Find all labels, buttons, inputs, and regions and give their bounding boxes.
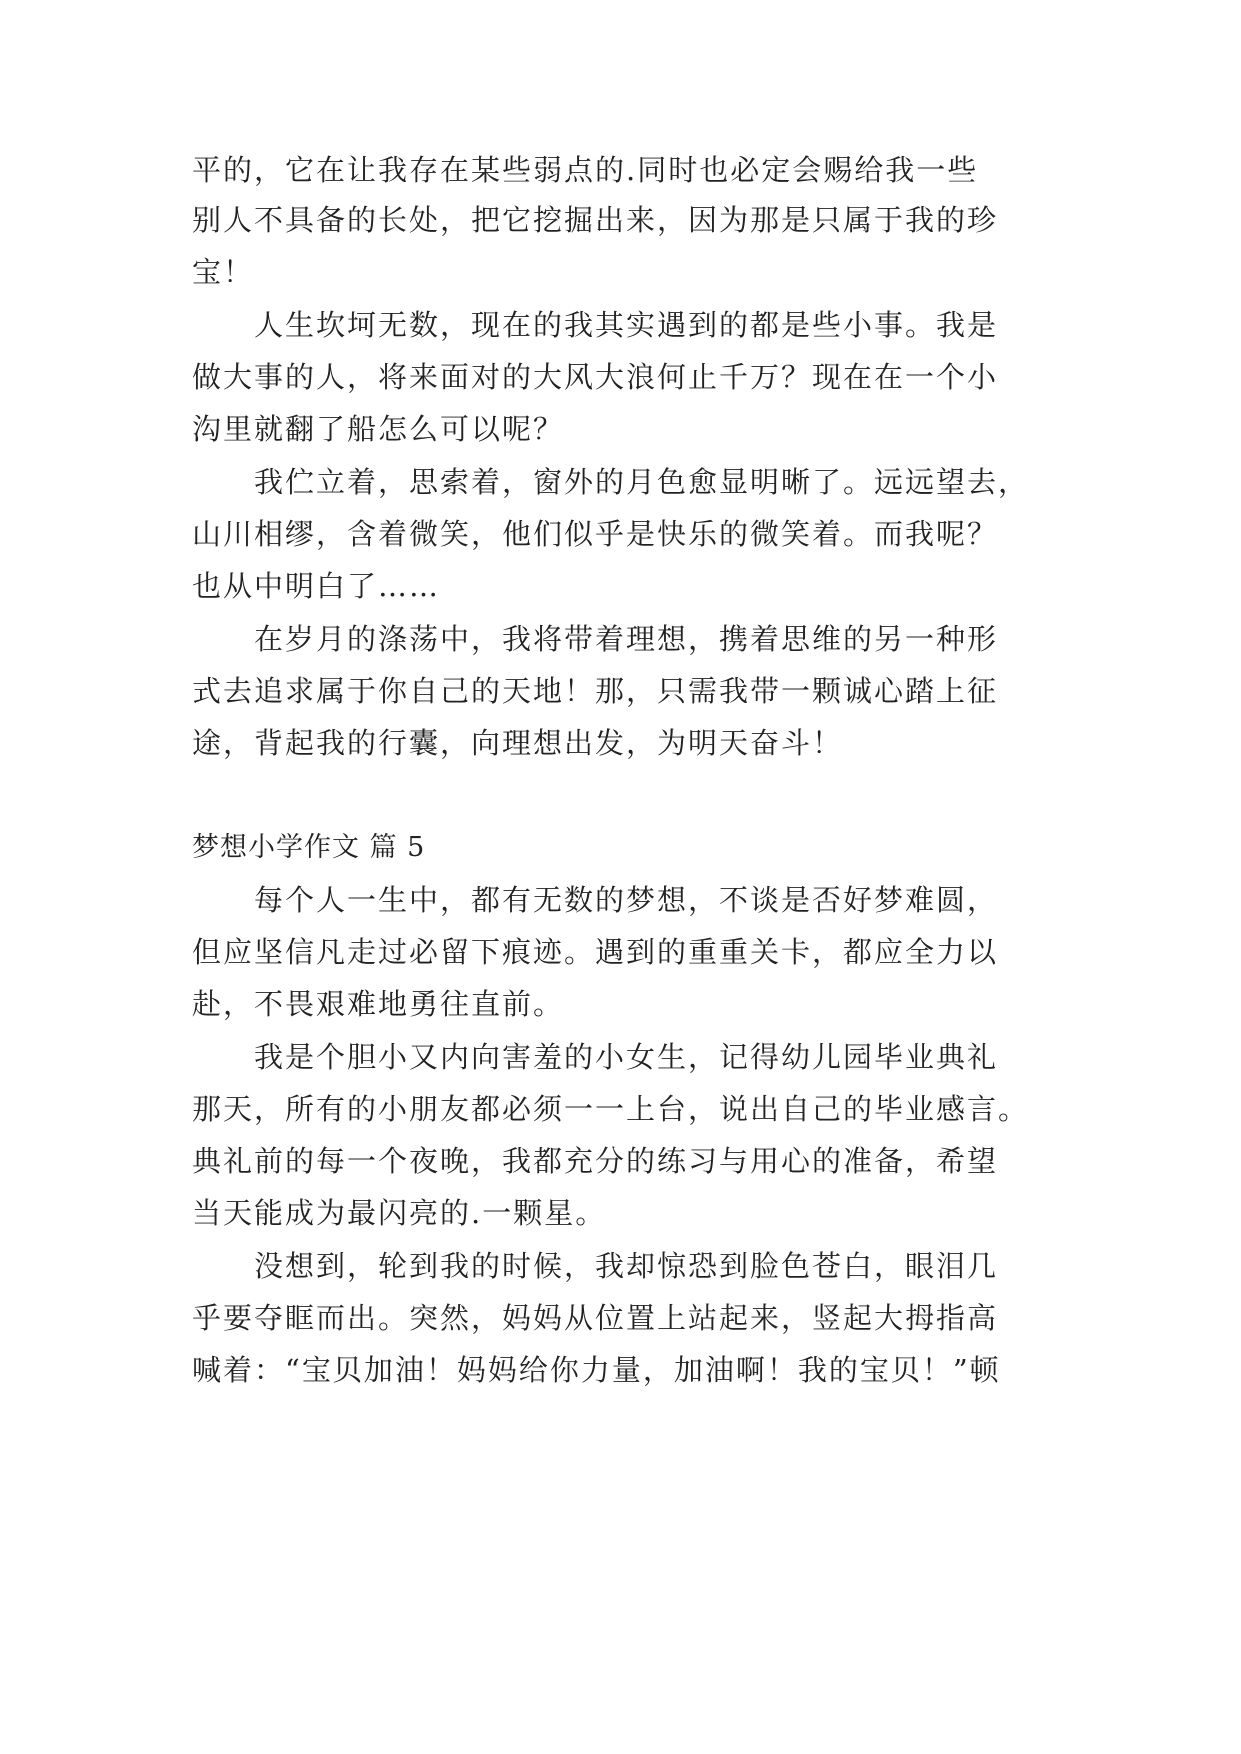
text-line: 山川相缪，含着微笑，他们似乎是快乐的微笑着。而我呢？ xyxy=(192,517,999,551)
text-line: 那天，所有的小朋友都必须一一上台，说出自己的毕业感言。 xyxy=(192,1092,1030,1126)
text-line: 人生坎坷无数，现在的我其实遇到的都是些小事。我是 xyxy=(254,308,999,342)
text-line: 途，背起我的行囊，向理想出发，为明天奋斗！ xyxy=(192,726,844,760)
text-line: 乎要夺眶而出。突然，妈妈从位置上站起来，竖起大拇指高 xyxy=(192,1301,999,1335)
text-line: 也从中明白了…… xyxy=(192,569,441,603)
text-line: 式去追求属于你自己的天地！那，只需我带一颗诚心踏上征 xyxy=(192,674,999,708)
text-line: 别人不具备的长处，把它挖掘出来，因为那是只属于我的珍 xyxy=(192,203,999,237)
text-line: 当天能成为最闪亮的.一颗星。 xyxy=(192,1196,607,1230)
text-line: 我伫立着，思索着，窗外的月色愈显明晰了。远远望去， xyxy=(254,465,1030,499)
text-line: 我是个胆小又内向害羞的小女生，记得幼儿园毕业典礼 xyxy=(254,1040,999,1074)
text-line: 在岁月的涤荡中，我将带着理想，携着思维的另一种形 xyxy=(254,622,999,656)
text-line: 没想到，轮到我的时候，我却惊恐到脸色苍白，眼泪几 xyxy=(254,1249,999,1283)
text-line: 沟里就翻了船怎么可以呢？ xyxy=(192,412,565,446)
text-line: 但应坚信凡走过必留下痕迹。遇到的重重关卡，都应全力以 xyxy=(192,935,999,969)
text-line: 平的，它在让我存在某些弱点的.同时也必定会赐给我一些 xyxy=(192,153,979,187)
text-line: 喊着：“宝贝加油！妈妈给你力量，加油啊！我的宝贝！”顿 xyxy=(192,1353,1001,1387)
text-line: 宝！ xyxy=(192,255,255,289)
text-line: 每个人一生中，都有无数的梦想，不谈是否好梦难圆， xyxy=(254,883,999,917)
text-line: 做大事的人，将来面对的大风大浪何止千万？现在在一个小 xyxy=(192,360,999,394)
text-line: 典礼前的每一个夜晚，我都充分的练习与用心的准备，希望 xyxy=(192,1144,999,1178)
section-title: 梦想小学作文 篇 5 xyxy=(192,832,426,863)
text-line: 赴，不畏艰难地勇往直前。 xyxy=(192,987,565,1021)
